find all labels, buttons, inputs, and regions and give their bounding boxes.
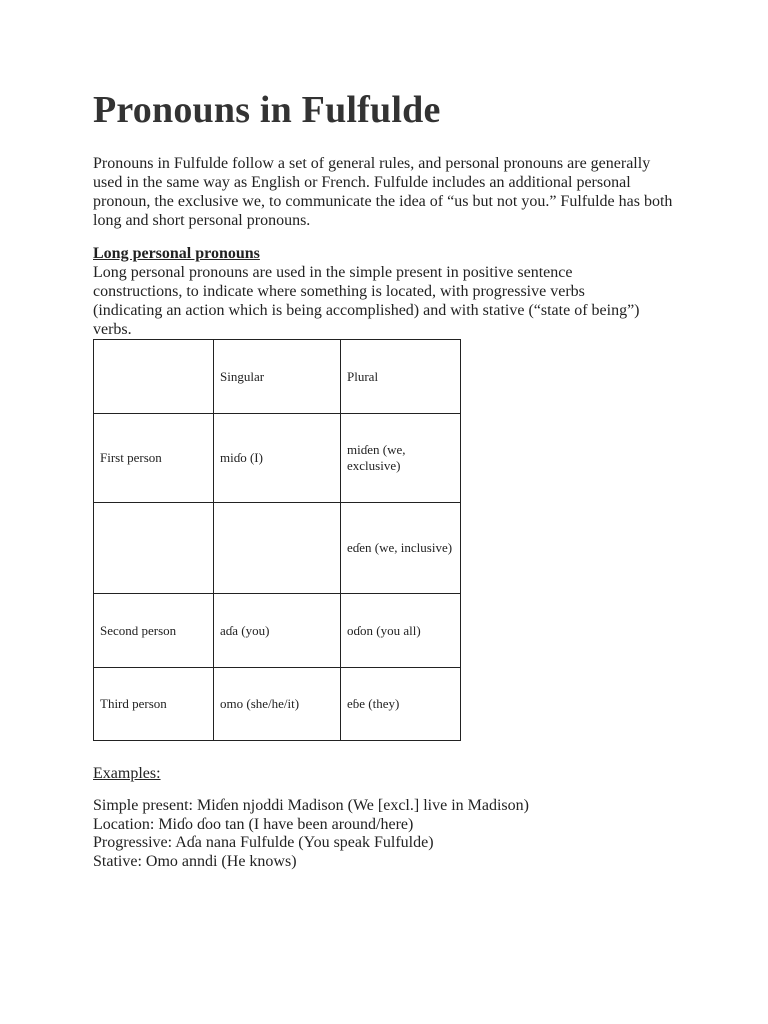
table-row [94,414,461,503]
table-cell: Second person [94,594,214,668]
examples-list [93,797,529,871]
table-row [94,594,461,668]
table-cell: First person [94,414,214,503]
section-paragraph: Long personal pronouns are used in the simple present in positive sentence constructions, to indicate where something is located, with progressive verbs (indicating an action which is being accomplished) and with stative (“state of being”) verbs. [93,264,640,338]
example-item: Progressive: Aɗa nana Fulfulde (You speak Fulfulde) [93,834,434,851]
table-row [94,340,461,414]
section-heading: Long personal pronouns [93,245,260,262]
table-cell: miɗen (we, exclusive) [341,414,461,503]
table-cell [214,503,341,594]
table-cell: eɗen (we, inclusive) [341,503,461,594]
table-cell: Singular [214,340,341,414]
page-title: Pronouns in Fulfulde [93,89,441,131]
table-row [94,668,461,741]
example-item: Simple present: Miɗen njoddi Madison (We [excl.] live in Madison) [93,797,529,814]
table-cell: omo (she/he/it) [214,668,341,741]
pronoun-table [93,339,461,741]
table-cell: miɗo (I) [214,414,341,503]
example-item: Location: Miɗo ɗoo tan (I have been around/here) [93,815,414,833]
table-row [94,503,461,594]
examples-label: Examples: [93,765,161,782]
table-cell: eɓe (they) [341,668,461,741]
table-cell: Third person [94,668,214,741]
table-cell: aɗa (you) [214,594,341,668]
table-cell [94,340,214,414]
table-cell: Plural [341,340,461,414]
table-cell [94,503,214,594]
intro-paragraph: Pronouns in Fulfulde follow a set of general rules, and personal pronouns are generally used in the same way as English or French. Fulfulde includes an additional personal pronoun, the exclusive we, to communicate the idea of “us but not you.” Fulfulde has both long and short personal pronouns. [93,155,673,229]
example-item: Stative: Omo anndi (He knows) [93,852,297,870]
table-cell: oɗon (you all) [341,594,461,668]
